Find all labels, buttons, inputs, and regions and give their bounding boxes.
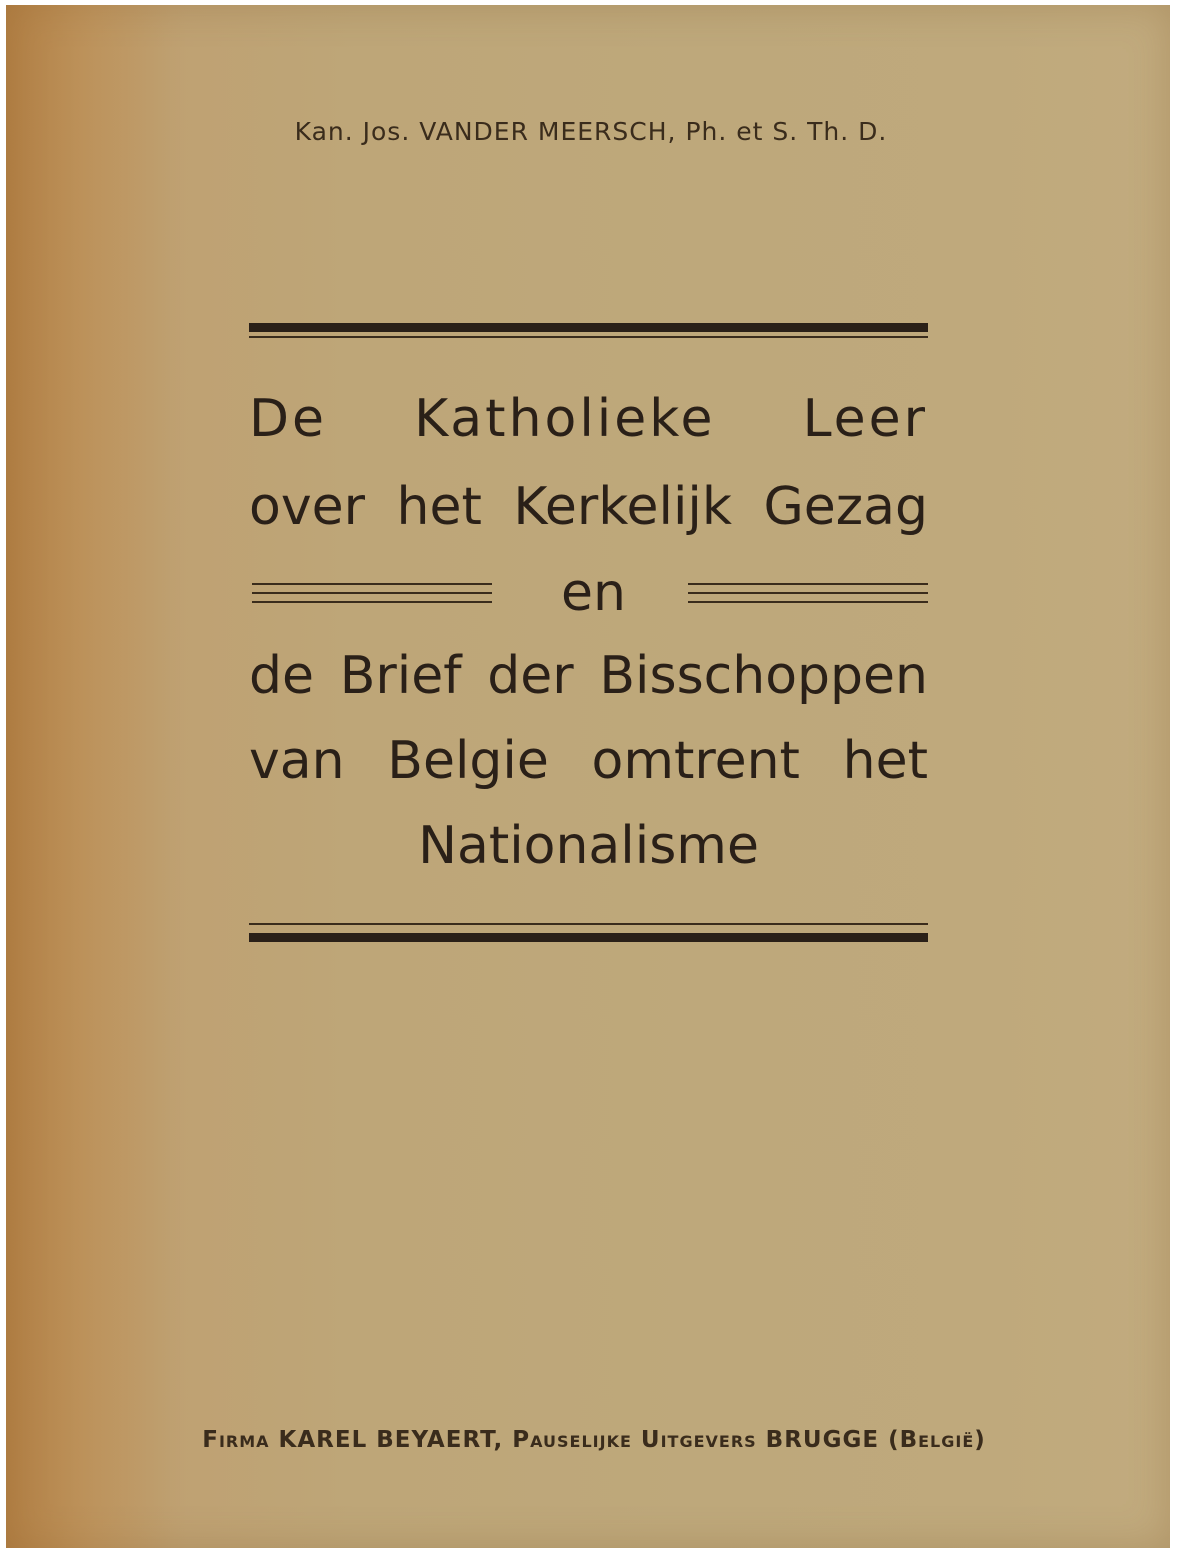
title-word: Katholieke — [414, 389, 716, 449]
title-word: Belgie — [387, 731, 549, 791]
title-word: De — [249, 389, 328, 449]
top-rule-thick — [249, 323, 928, 332]
title-line-6: Nationalisme — [418, 816, 759, 876]
title-word: het — [842, 731, 928, 791]
title-word: Leer — [802, 389, 928, 449]
bottom-rule-thin — [249, 923, 928, 925]
title-word: het — [396, 477, 482, 537]
bottom-rule-thick — [249, 933, 928, 942]
conjunction-row — [249, 565, 928, 625]
top-rule-thin — [249, 336, 928, 338]
paper-stain — [6, 5, 186, 1548]
title-word: Kerkelijk — [513, 477, 732, 537]
title-word: Gezag — [763, 477, 928, 537]
title-word: der — [487, 646, 574, 706]
right-triple-rule — [688, 583, 928, 605]
title-line-2 — [249, 477, 928, 537]
title-line-4 — [249, 646, 928, 706]
top-ornamental-rule — [249, 323, 928, 347]
bottom-ornamental-rule — [249, 923, 928, 947]
title-word: omtrent — [591, 731, 800, 791]
title-word: de — [249, 646, 314, 706]
conjunction-word: en — [561, 563, 626, 623]
title-word: Brief — [339, 646, 462, 706]
title-line-5 — [249, 731, 928, 791]
title-word: van — [249, 731, 345, 791]
title-word: Bisschoppen — [599, 646, 928, 706]
publisher-line: Firma KAREL BEYAERT, Pauselijke Uitgevers BRUGGE (België) — [202, 1427, 986, 1453]
title-line-1 — [249, 389, 928, 449]
book-cover — [6, 5, 1170, 1548]
author-line: Kan. Jos. VANDER MEERSCH, Ph. et S. Th. D. — [294, 117, 888, 146]
title-word: over — [249, 477, 365, 537]
